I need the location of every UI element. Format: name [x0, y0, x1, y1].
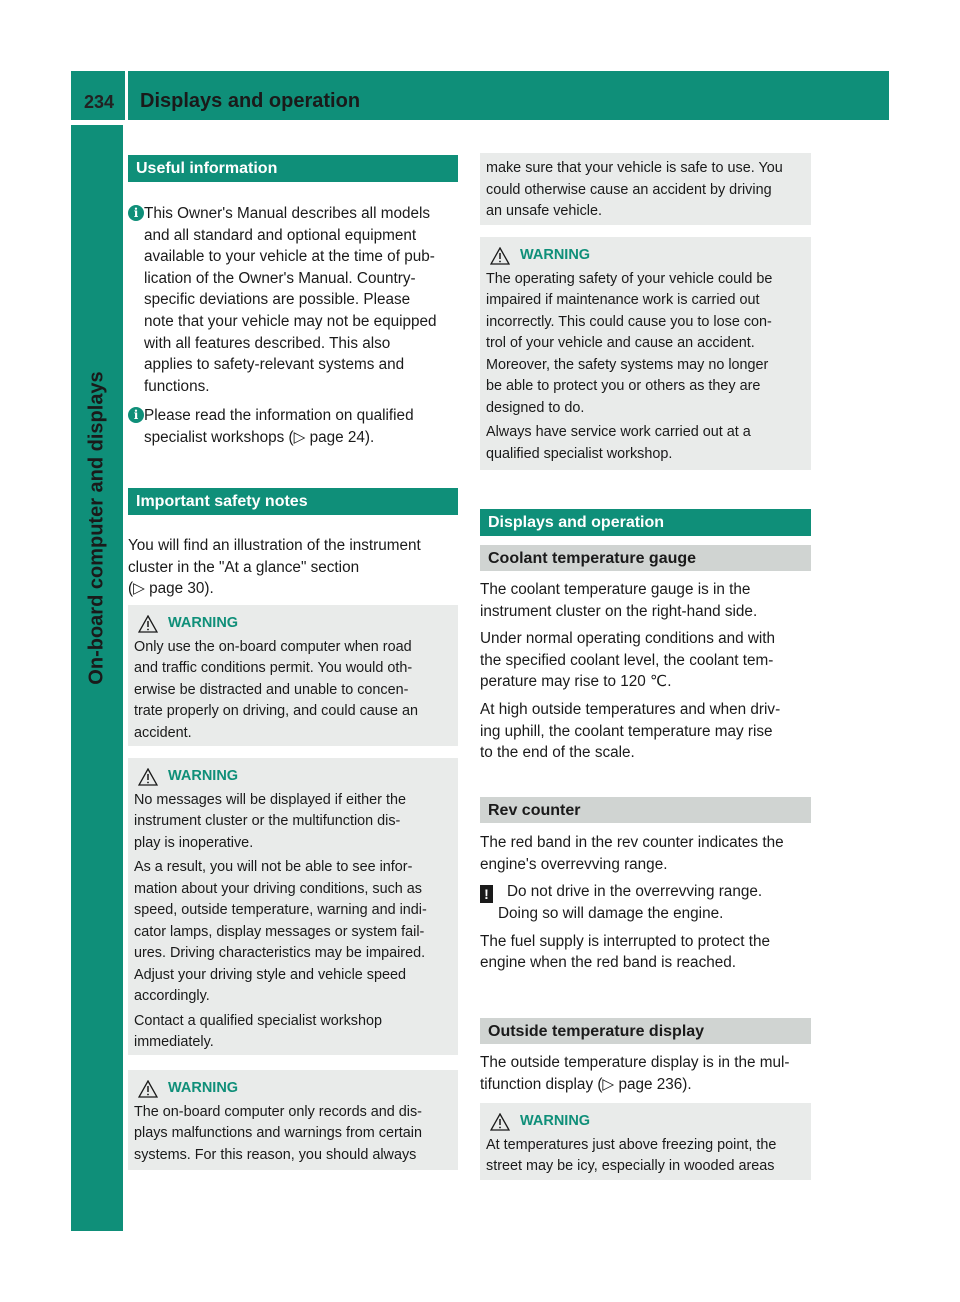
- warning-text: The on-board computer only records and dis- plays malfunctions and warnings from certain systems. For this reason, you should always: [134, 1103, 422, 1163]
- warning-triangle-icon: [138, 768, 158, 786]
- info-note-text: Please read the information on qualified specialist workshops (▷ page 24).: [144, 407, 414, 446]
- info-icon: i: [128, 407, 144, 423]
- warning-box-3: [128, 1070, 458, 1170]
- warning-triangle-icon: [490, 247, 510, 265]
- warning-label: WARNING: [520, 247, 591, 263]
- warning-continued: [480, 153, 811, 225]
- info-note-text: This Owner's Manual describes all models and all standard and optional equipment available to your vehicle at the time of pub- lication of the Owner's Manual. Country- specific deviations are possible. Please note that your vehicle may not be equipped with all features described. This also applies to safety-relevant systems and functions.: [144, 205, 437, 395]
- subsection-outside-temperature-display: Outside temperature display: [480, 1018, 811, 1044]
- header-separator: [71, 120, 125, 125]
- page-number: 234: [84, 92, 115, 112]
- warning-text: Only use the on-board computer when road and traffic conditions permit. You would oth- erwise be distracted and unable to concen- trate properly on driving, and could cause an accident.: [134, 638, 418, 741]
- section-useful-information: Useful information: [128, 155, 458, 182]
- warning-box-4: [480, 237, 811, 470]
- warning-triangle-icon: [138, 615, 158, 633]
- paragraph: At high outside temperatures and when driv- ing uphill, the coolant temperature may rise to the end of the scale.: [480, 700, 781, 762]
- info-icon: i: [128, 205, 144, 221]
- section-important-safety-notes: Important safety notes: [128, 488, 458, 515]
- warning-box-1: [128, 605, 458, 746]
- chapter-title: On-board computer and displays: [85, 371, 108, 685]
- warning-text: At temperatures just above freezing point, the street may be icy, especially in wooded areas: [486, 1136, 777, 1174]
- warning-box-2: [128, 758, 458, 1055]
- warning-text: As a result, you will not be able to see infor- mation about your driving conditions, such as speed, outside temperature, warning and indi- cator lamps, display messages or system fail- ures. Driving characteristics may be impaired. Adjust your driving style and vehicle speed accordingly.: [134, 859, 427, 1004]
- paragraph: Under normal operating conditions and with the specified coolant level, the coolant tem- perature may rise to 120 ℃.: [480, 630, 776, 691]
- warning-label: WARNING: [520, 1113, 591, 1129]
- warning-text: Always have service work carried out at a qualified specialist workshop.: [486, 424, 751, 462]
- warning-label: WARNING: [168, 1080, 239, 1096]
- page-title: Displays and operation: [140, 90, 361, 112]
- subsection-rev-counter: Rev counter: [480, 797, 811, 823]
- warning-triangle-icon: [138, 1080, 158, 1098]
- warning-label: WARNING: [168, 615, 239, 631]
- caution-text: Do not drive in the overrevving range.: [507, 883, 763, 901]
- header-divider: [125, 71, 128, 120]
- paragraph: The fuel supply is interrupted to protect the engine when the red band is reached.: [480, 932, 770, 972]
- warning-label: WARNING: [168, 768, 239, 784]
- section-displays-and-operation: Displays and operation: [480, 509, 811, 536]
- safety-intro: You will find an illustration of the instrument cluster in the "At a glance" section (▷ page 30).: [128, 537, 421, 598]
- warning-text: make sure that your vehicle is safe to use. You could otherwise cause an accident by driving an unsafe vehicle.: [486, 160, 783, 219]
- warning-text: The operating safety of your vehicle could be impaired if maintenance work is carried out incorrectly. This could cause you to lose con- trol of your vehicle and cause an accident. Moreover, the safety systems may no longer be able to protect you or others as they are designed to do.: [486, 270, 773, 416]
- caution-text-cont: Doing so will damage the engine.: [498, 905, 724, 923]
- paragraph: The red band in the rev counter indicates the engine's overrevving range.: [480, 834, 784, 873]
- warning-text: No messages will be displayed if either the instrument cluster or the multifunction dis- play is inoperative.: [134, 791, 406, 851]
- warning-text: Contact a qualified specialist workshop immediately.: [134, 1012, 382, 1050]
- caution-note: [480, 881, 815, 903]
- caution-icon: !: [480, 885, 493, 903]
- warning-triangle-icon: [490, 1113, 510, 1131]
- paragraph: The coolant temperature gauge is in the instrument cluster on the right-hand side.: [480, 581, 758, 620]
- warning-box-5: [480, 1103, 811, 1180]
- rev-body: [480, 832, 815, 980]
- paragraph: The outside temperature display is in the mul- tifunction display (▷ page 236).: [480, 1054, 790, 1093]
- coolant-body: [480, 579, 815, 770]
- outside-body: [480, 1052, 815, 1101]
- subsection-coolant-temperature-gauge: Coolant temperature gauge: [480, 545, 811, 571]
